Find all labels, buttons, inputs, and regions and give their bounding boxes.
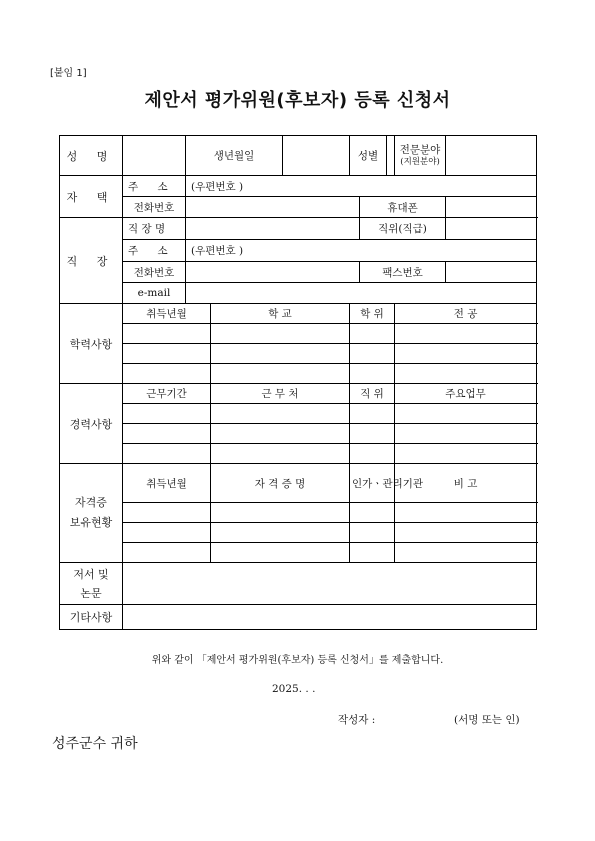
career-cell[interactable] <box>395 404 537 424</box>
career-row <box>60 404 537 424</box>
submission-date: 2025. . . <box>272 683 316 695</box>
education-row <box>60 324 537 344</box>
form-title: 제안서 평가위원(후보자) 등록 신청서 <box>144 90 451 111</box>
education-header-degree: 학 위 <box>350 304 395 324</box>
field-label: 전문분야 (지원분야) <box>395 136 446 176</box>
license-row <box>60 523 537 543</box>
position-label: 직위(직급) <box>360 218 446 240</box>
home-mobile-label: 휴대폰 <box>360 197 446 218</box>
other-field[interactable] <box>123 605 537 630</box>
career-cell[interactable] <box>350 444 395 464</box>
home-section-label: 자 택 <box>60 176 123 218</box>
career-row <box>60 444 537 464</box>
education-cell[interactable] <box>350 324 395 344</box>
name-field[interactable] <box>123 136 186 176</box>
license-cell[interactable] <box>211 543 350 563</box>
education-row <box>60 364 537 384</box>
education-cell[interactable] <box>395 364 537 384</box>
education-cell[interactable] <box>395 324 537 344</box>
career-header-period: 근무기간 <box>123 384 211 404</box>
education-section-label: 학력사항 <box>60 304 123 384</box>
license-row <box>60 543 537 563</box>
license-section-label: 자격증 보유현황 <box>60 464 123 563</box>
license-cell[interactable] <box>211 503 350 523</box>
fax-label: 팩스번호 <box>360 262 446 283</box>
workplace-label: 직 장 명 <box>123 218 186 240</box>
career-header-position: 직 위 <box>350 384 395 404</box>
basic-info-row <box>60 136 537 176</box>
license-cell[interactable] <box>211 523 350 543</box>
license-header-date: 취득년월 <box>123 464 211 503</box>
license-row <box>60 503 537 523</box>
career-cell[interactable] <box>395 424 537 444</box>
workplace-field[interactable] <box>186 218 360 240</box>
home-address-field[interactable]: (우편번호 ) <box>186 176 537 197</box>
education-cell[interactable] <box>211 324 350 344</box>
license-header-remarks: 비 고 <box>395 464 537 503</box>
career-cell[interactable] <box>350 404 395 424</box>
other-label: 기타사항 <box>60 605 123 630</box>
work-phone-field[interactable] <box>186 262 360 283</box>
gender-label: 성별 <box>350 136 387 176</box>
position-field[interactable] <box>446 218 537 240</box>
birth-field[interactable] <box>283 136 350 176</box>
field-field[interactable] <box>446 136 537 176</box>
career-cell[interactable] <box>350 424 395 444</box>
addressee: 성주군수 귀하 <box>52 736 138 752</box>
publications-label: 저서 및 논문 <box>60 563 123 605</box>
education-header-school: 학 교 <box>211 304 350 324</box>
email-field[interactable] <box>186 283 537 304</box>
work-phone-label: 전화번호 <box>123 262 186 283</box>
education-header-major: 전 공 <box>395 304 537 324</box>
work-address-field[interactable]: (우편번호 ) <box>186 240 537 262</box>
education-cell[interactable] <box>211 344 350 364</box>
license-cell[interactable] <box>123 543 211 563</box>
career-section-label: 경력사항 <box>60 384 123 464</box>
career-cell[interactable] <box>395 444 537 464</box>
education-row <box>60 344 537 364</box>
email-label: e-mail <box>123 283 186 304</box>
submit-statement: 위와 같이 「제안서 평가위원(후보자) 등록 신청서」를 제출합니다. <box>151 655 444 666</box>
career-cell[interactable] <box>211 404 350 424</box>
license-cell[interactable] <box>123 503 211 523</box>
work-address-label: 주 소 <box>123 240 186 262</box>
education-cell[interactable] <box>350 344 395 364</box>
fax-field[interactable] <box>446 262 537 283</box>
registration-form-table <box>59 135 537 630</box>
career-cell[interactable] <box>123 444 211 464</box>
work-section-label: 직 장 <box>60 218 123 304</box>
license-cell[interactable] <box>123 523 211 543</box>
education-cell[interactable] <box>123 364 211 384</box>
license-cell[interactable] <box>350 523 395 543</box>
career-cell[interactable] <box>211 444 350 464</box>
career-header-duties: 주요업무 <box>395 384 537 404</box>
publications-field[interactable] <box>123 563 537 605</box>
license-header-name: 자 격 증 명 <box>211 464 350 503</box>
license-cell[interactable] <box>395 523 537 543</box>
career-cell[interactable] <box>123 404 211 424</box>
attachment-label: [붙임 1] <box>50 68 87 79</box>
career-cell[interactable] <box>123 424 211 444</box>
signature-label: (서명 또는 인) <box>454 714 520 726</box>
home-mobile-field[interactable] <box>446 197 537 218</box>
education-cell[interactable] <box>123 324 211 344</box>
career-row <box>60 424 537 444</box>
home-address-label: 주 소 <box>123 176 186 197</box>
gender-field[interactable] <box>387 136 395 176</box>
education-header-date: 취득년월 <box>123 304 211 324</box>
education-cell[interactable] <box>395 344 537 364</box>
education-cell[interactable] <box>123 344 211 364</box>
license-header-authority: 인가ㆍ관리기관 <box>350 464 395 503</box>
home-phone-field[interactable] <box>186 197 360 218</box>
license-cell[interactable] <box>395 543 537 563</box>
author-label: 작성자 : <box>338 714 376 726</box>
education-cell[interactable] <box>211 364 350 384</box>
name-label: 성 명 <box>60 136 123 176</box>
birth-label: 생년월일 <box>186 136 283 176</box>
license-cell[interactable] <box>350 543 395 563</box>
education-cell[interactable] <box>350 364 395 384</box>
license-cell[interactable] <box>350 503 395 523</box>
career-header-workplace: 근 무 처 <box>211 384 350 404</box>
license-cell[interactable] <box>395 503 537 523</box>
career-cell[interactable] <box>211 424 350 444</box>
home-phone-label: 전화번호 <box>123 197 186 218</box>
